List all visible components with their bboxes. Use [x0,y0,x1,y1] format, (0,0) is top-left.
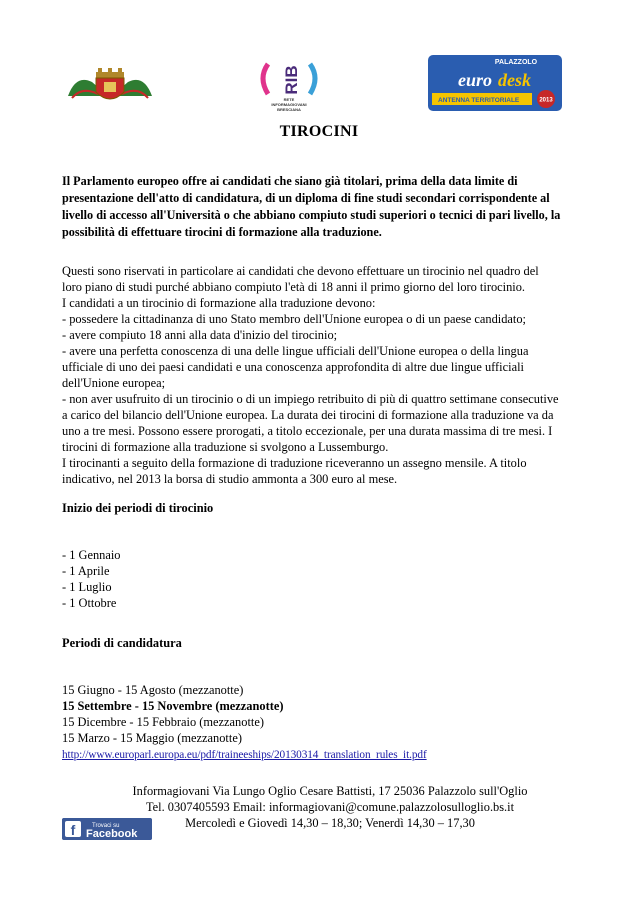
list-item: - 1 Aprile [62,564,110,578]
body-line: a carico del bilancio dell'Unione europea. La durata dei tirocini di formazione alla traduzione va da [62,408,554,422]
facebook-small-text: Trovaci su [92,823,120,829]
translation-rules-link[interactable]: http://www.europarl.europa.eu/pdf/traineeships/20130314_translation_rules_it.pdf [62,749,427,761]
eurodesk-year-text: 2013 [539,97,553,104]
body-line: - avere compiuto 18 anni alla data d'inizio del tirocinio; [62,328,338,342]
rib-logo-text: RIB [282,65,301,95]
list-item: - 1 Gennaio [62,548,121,562]
body-line: I candidati a un tirocinio di formazione alla traduzione devono: [62,296,376,310]
body-line: - non aver usufruito di un tirocinio o di un impiego retribuito di più di quattro settimane consecutive [62,392,559,406]
body-line: I tirocinanti a seguito della formazione di traduzione riceveranno un assegno mensile. A titolo [62,456,527,470]
facebook-big-text: Facebook [86,828,138,840]
contact-footer [80,783,580,831]
eurodesk-bottom-text: ANTENNA TERRITORIALE [438,97,520,104]
body-line: loro piano di studi purché abbiano compiuto l'età di 18 anni il primo giorno del loro tirocinio. [62,280,526,294]
rib-logo-line3: BRESCIANA [277,107,301,112]
body-line: - avere una perfetta conoscenza di una delle lingue ufficiali dell'Unione europea o della lingua [62,344,529,358]
body-line: ufficiale di uno dei paesi candidati e una conoscenza approfondita di altre due lingue ufficiali [62,360,524,374]
rib-logo-line1: RETE [283,97,295,102]
list-item-highlighted: 15 Settembre - 15 Novembre (mezzanotte) [62,699,284,713]
application-periods-heading: Periodi di candidatura [62,636,182,650]
body-line: tirocini di formazione alla traduzione si svolgono a Lussemburgo. [62,440,389,454]
eurodesk-logo [428,55,562,111]
body-line: indicativo, nel 2013 la borsa di studio ammonta a 300 euro al mese. [62,472,398,486]
rib-logo-line2: INFORMAGIOVANI [271,102,307,107]
document-title: TIROCINI [279,123,359,140]
start-periods-heading: Inizio dei periodi di tirocinio [62,501,214,515]
footer-contacts: Tel. 0307405593 Email: informagiovani@comune.palazzolosulloglio.bs.it [145,800,515,814]
list-item: 15 Giugno - 15 Agosto (mezzanotte) [62,683,244,697]
body-line: uno a tre mesi. Possono essere prorogati, a titolo eccezionale, per una durata massima di tre mesi. I [62,424,553,438]
intro-paragraph: Il Parlamento europeo offre ai candidati che siano già titolari, prima della data limite di presentazione dell'atto di candidatura, di un diploma di fine studi secondari corrispondente al livello di accesso all'Università o che abbiano compiuto studi superiori o tecnici di pari livello, la possibilità di effettuare tirocini di formazione alla traduzione. [62,174,561,239]
list-item: - 1 Luglio [62,580,112,594]
eurodesk-top-text: PALAZZOLO [494,59,538,66]
facebook-f-icon: f [70,822,76,838]
footer-address: Informagiovani Via Lungo Oglio Cesare Battisti, 17 25036 Palazzolo sull'Oglio [132,784,528,798]
body-line: - possedere la cittadinanza di uno Stato membro dell'Unione europea o di un paese candidato; [62,312,526,326]
application-periods-list [62,682,582,763]
facebook-badge[interactable] [62,818,152,840]
body-line: dell'Unione europea; [62,376,166,390]
town-crest-logo [62,66,158,106]
footer-hours: Mercoledì e Giovedì 14,30 – 18,30; Venerdì 14,30 – 17,30 [185,816,475,830]
list-item: 15 Marzo - 15 Maggio (mezzanotte) [62,731,242,745]
eurodesk-desk-text: desk [498,70,531,90]
eurodesk-euro-text: euro [458,70,493,90]
list-item: 15 Dicembre - 15 Febbraio (mezzanotte) [62,715,264,729]
start-dates-list [62,547,582,611]
requirements-paragraph [62,263,582,487]
list-item: - 1 Ottobre [62,596,117,610]
body-line: Questi sono riservati in particolare ai candidati che devono effettuare un tirocinio nel quadro del [62,264,539,278]
rib-informagiovani-logo [254,58,324,116]
